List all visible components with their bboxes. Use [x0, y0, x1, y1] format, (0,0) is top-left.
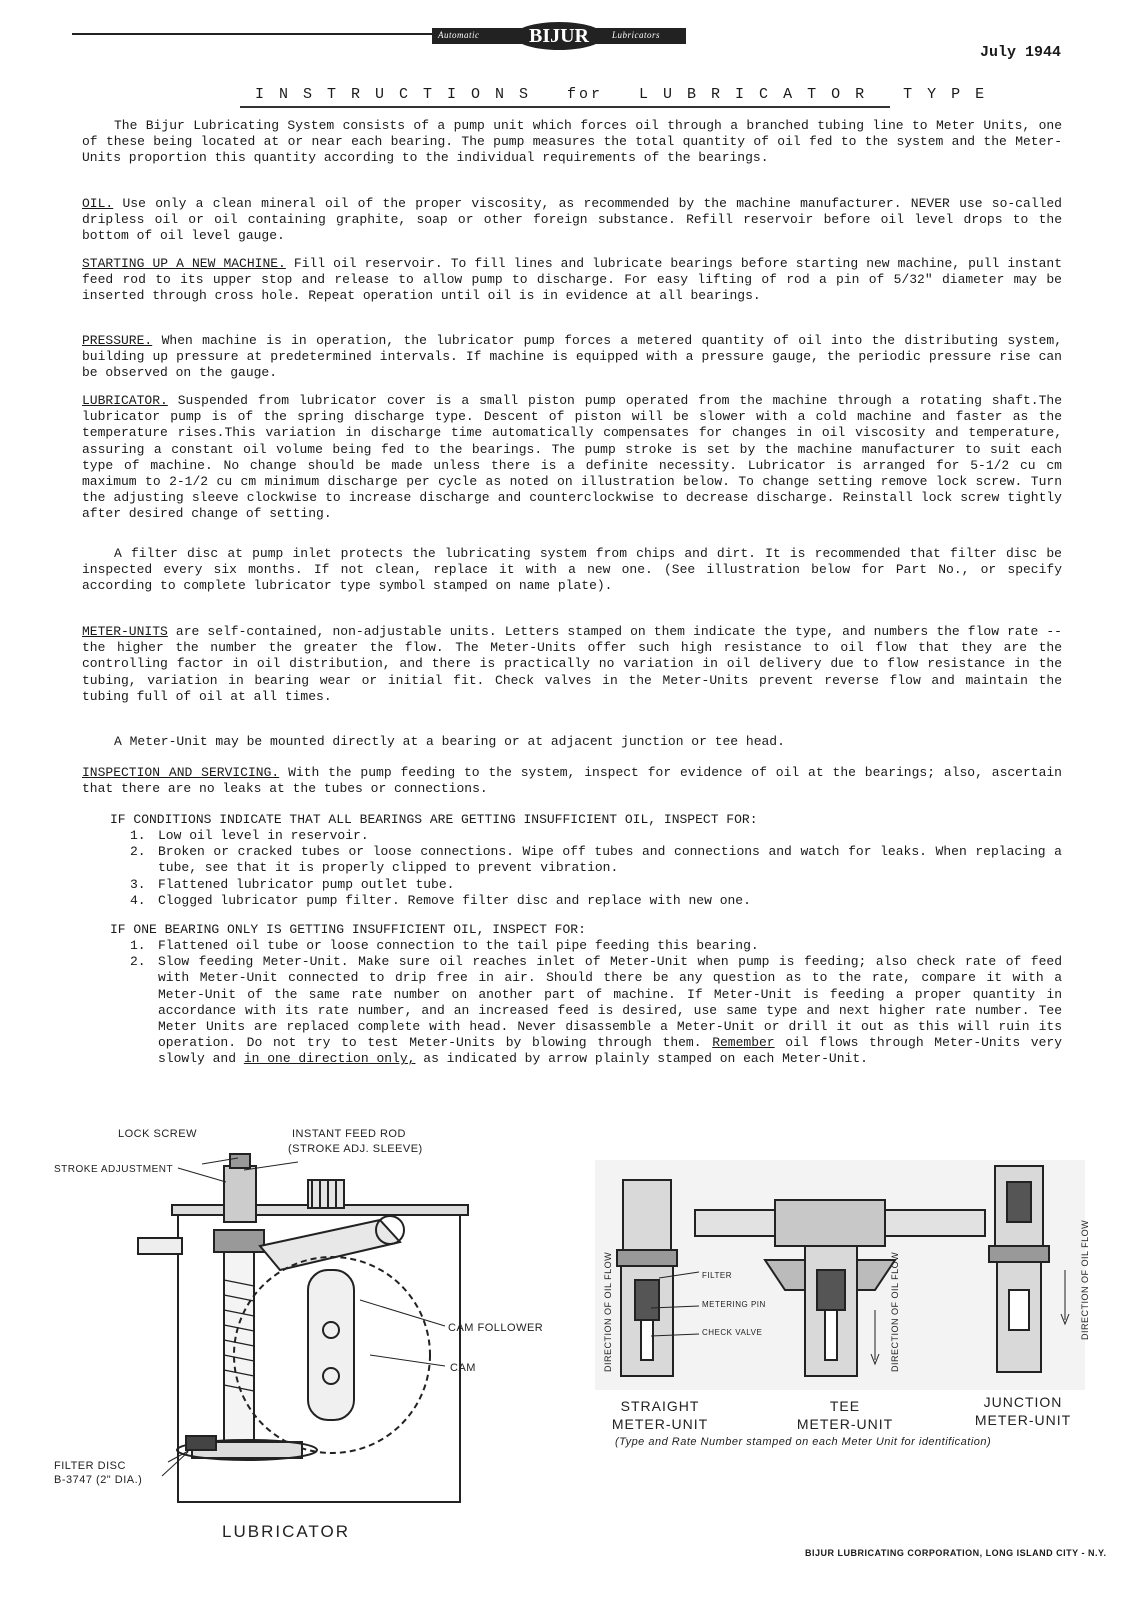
header-rule	[72, 33, 432, 35]
caption-junction-line2: METER-UNIT	[974, 1412, 1072, 1428]
oil-paragraph	[82, 196, 1062, 245]
starting-text: Fill oil reservoir. To fill lines and lubricate bearings before starting new machine, pull instant feed rod to its upper stop and release to allow pump to discharge. For easy lifting of rod a pin of 5/32" diameter may be inserted through cross hole. Repeat operation until oil is in evidence at all bearings.	[82, 256, 1062, 304]
item-number: 1.	[130, 938, 146, 953]
caption-straight-line1: STRAIGHT	[620, 1398, 700, 1414]
label-stroke-adj-sleeve: (STROKE ADJ. SLEEVE)	[288, 1143, 423, 1155]
direction-text: in one direction only,	[243, 1051, 416, 1067]
cam	[308, 1270, 354, 1420]
document-date: July 1944	[980, 44, 1062, 61]
meter-units-text: are self-contained, non-adjustable units. Letters stamped on them indicate the type, and numbers the flow rate -- the higher the number the greater the flow. The Meter-Units offer such high resistance to oil flow that they are the controlling factor in oil distribution, and there is practically no variation in oil delivery due to flow resistance in the tubing, variation in bearing wear or initial fit. Check valves in the Meter-Units prevent reverse flow and maintain the tubing full of oil at all times.	[82, 624, 1062, 704]
label-stroke-adjustment: STROKE ADJUSTMENT	[54, 1164, 174, 1175]
item-number: 3.	[130, 876, 146, 892]
item-number: 1.	[130, 828, 146, 843]
item-text: Flattened lubricator pump outlet tube.	[158, 876, 455, 892]
lock-screw	[230, 1154, 250, 1168]
title-underline	[240, 106, 890, 108]
meter-units-heading: METER-UNITS	[82, 624, 168, 639]
item-text: Low oil level in reservoir.	[158, 828, 369, 843]
footer-company: BIJUR LUBRICATING CORPORATION, LONG ISLAND CITY - N.Y.	[805, 1548, 1107, 1558]
pressure-text: When machine is in operation, the lubricator pump forces a metered quantity of oil into the distributing system, building up pressure at predetermined intervals. If machine is equipped with a pressure gauge, the periodic pressure rise can be observed on the gauge.	[82, 333, 1062, 381]
all-bearings-heading: IF CONDITIONS INDICATE THAT ALL BEARINGS ARE GETTING INSUFFICIENT OIL, INSPECT FOR:	[110, 812, 758, 827]
caption-tee-line2: METER-UNIT	[796, 1416, 894, 1432]
list-item	[130, 954, 1062, 1067]
caption-straight-line2: METER-UNIT	[611, 1416, 709, 1432]
remember-text: Remember	[712, 1035, 775, 1051]
inspection-paragraph	[82, 765, 1062, 797]
straight-meter-body	[623, 1180, 671, 1250]
one-bearing-list	[130, 938, 1062, 1068]
inspection-heading: INSPECTION AND SERVICING.	[82, 765, 280, 780]
lubricator-paragraph	[82, 393, 1062, 523]
bijur-logo	[432, 22, 686, 50]
label-filter: FILTER	[702, 1271, 732, 1280]
label-filter-part: B-3747 (2" DIA.)	[54, 1474, 143, 1486]
label-instant-feed-rod: INSTANT FEED ROD	[292, 1128, 406, 1140]
list-item	[130, 893, 1062, 909]
starting-paragraph	[82, 256, 1062, 305]
mounting-paragraph: A Meter-Unit may be mounted directly at a bearing or at adjacent junction or tee head.	[114, 734, 785, 749]
starting-heading: STARTING UP A NEW MACHINE.	[82, 256, 286, 271]
inspection-text: With the pump feeding to the system, inspect for evidence of oil at the bearings; also, ascertain that there are no leaks at the tubes or connections.	[82, 765, 1062, 797]
follower-arm	[260, 1220, 400, 1270]
all-bearings-list	[130, 828, 1062, 909]
label-direction-junction: DIRECTION OF OIL FLOW	[1080, 1219, 1090, 1340]
label-cam-follower: CAM FOLLOWER	[448, 1322, 544, 1334]
label-metering-pin: METERING PIN	[702, 1300, 766, 1309]
meter-units-drawing	[595, 1160, 1085, 1390]
caption-tee-line1: TEE	[829, 1398, 861, 1414]
document-title: I N S T R U C T I O N S for L U B R I C A T O R T Y P E	[255, 86, 988, 103]
pressure-paragraph	[82, 333, 1062, 382]
item-number: 2.	[130, 844, 146, 860]
pressure-heading: PRESSURE.	[82, 333, 153, 348]
label-direction-tee: DIRECTION OF OIL FLOW	[890, 1251, 900, 1372]
list-item	[130, 938, 1062, 954]
reservoir-cap	[308, 1180, 344, 1208]
list-item	[130, 828, 1062, 844]
label-direction-straight: DIRECTION OF OIL FLOW	[603, 1251, 613, 1372]
meter-note: (Type and Rate Number stamped on each Meter Unit for identification)	[615, 1436, 992, 1448]
item-text-mid: oil flows through Meter-Units very slowly and	[158, 1035, 1062, 1067]
item-text: Slow feeding Meter-Unit. Make sure oil reaches inlet of Meter-Unit when pump is feeding; also check rate of feed with Meter-Unit connected to drip free in air. Should there be any question as to the rate, compare it with a Meter-Unit of the same rate number on another part of machine. If Meter-Unit is feeding a proper quantity in accordance with its rate number, and an increased feed is desired, use same type and next higher rate number. Tee Meter Units are replaced complete with head. Never disassemble a Meter-Unit or drill it out as this will ruin its operation. Do not try to test Meter-Units by blowing through them.	[158, 954, 1062, 1051]
drive-shaft	[138, 1238, 182, 1254]
label-cam: CAM	[450, 1362, 476, 1374]
filter-paragraph: A filter disc at pump inlet protects the lubricating system from chips and dirt. It is recommended that filter disc be inspected every six months. If not clean, replace it with a new one. (See illustration below for Part No., or specify according to complete lubricator type symbol stamped on name plate).	[82, 546, 1062, 594]
item-text: Clogged lubricator pump filter. Remove filter disc and replace with new one.	[158, 892, 751, 908]
item-text: Flattened oil tube or loose connection to the tail pipe feeding this bearing.	[158, 938, 759, 953]
lubricator-text: Suspended from lubricator cover is a small piston pump operated from the machine through a rotating shaft.The lubricator pump is of the spring discharge type. Descent of piston will be slower with a cold machine and faster as the temperature rises.This variation in discharge time automatically compensates for changes in oil viscosity and temperature, assuring a constant oil volume being fed to the bearings. The pump stroke is set by the machine manufacturer to suit each type of machine. No change should be made unless there is a definite necessity. Lubricator is arranged for 5-1/2 cu cm maximum to 2-1/2 cu cm minimum discharge per cycle as noted on illustration below. To change setting remove lock screw. Turn the adjusting sleeve clockwise to increase discharge and counterclockwise to decrease discharge. Reinstall lock screw tightly after desired change of setting.	[82, 393, 1062, 522]
item-number: 4.	[130, 892, 146, 908]
item-number: 2.	[130, 954, 146, 970]
meter-units-paragraph	[82, 624, 1062, 705]
item-text: Broken or cracked tubes or loose connections. Wipe off tubes and connections and watch for leaks. When replacing a tube, see that it is properly clipped to prevent vibration.	[158, 844, 1062, 876]
logo-brand: BIJUR	[514, 22, 604, 50]
logo-right-text: Lubricators	[612, 30, 661, 40]
label-lock-screw: LOCK SCREW	[118, 1128, 197, 1140]
label-filter-disc: FILTER DISC	[54, 1460, 126, 1472]
intro-paragraph: The Bijur Lubricating System consists of a pump unit which forces oil through a branched tubing line to Meter Units, one of these being located at or near each bearing. The pump measures the total quantity of oil fed to the system and the Meter-Units proportion this quantity according to the individual requirements of the bearings.	[82, 118, 1062, 166]
caption-lubricator: LUBRICATOR	[222, 1522, 351, 1541]
lubricator-drawing	[40, 1150, 570, 1540]
caption-junction-line1: JUNCTION	[983, 1394, 1063, 1410]
list-item	[130, 877, 1062, 893]
oil-text: Use only a clean mineral oil of the proper viscosity, as recommended by the machine manufacturer. NEVER use so-called dripless oil or oil containing graphite, soap or other foreign substance. Refill reservoir before oil level drops to the bottom of oil level gauge.	[82, 196, 1062, 244]
instant-feed-rod	[224, 1166, 256, 1222]
label-check-valve: CHECK VALVE	[702, 1328, 763, 1337]
oil-heading: OIL.	[82, 196, 114, 211]
lubricator-heading: LUBRICATOR.	[82, 393, 168, 408]
one-bearing-heading: IF ONE BEARING ONLY IS GETTING INSUFFICIENT OIL, INSPECT FOR:	[110, 922, 586, 937]
logo-left-text: Automatic	[438, 30, 480, 40]
item-text-end: as indicated by arrow plainly stamped on each Meter-Unit.	[415, 1051, 868, 1067]
filter-disc	[186, 1436, 216, 1450]
list-item	[130, 844, 1062, 876]
